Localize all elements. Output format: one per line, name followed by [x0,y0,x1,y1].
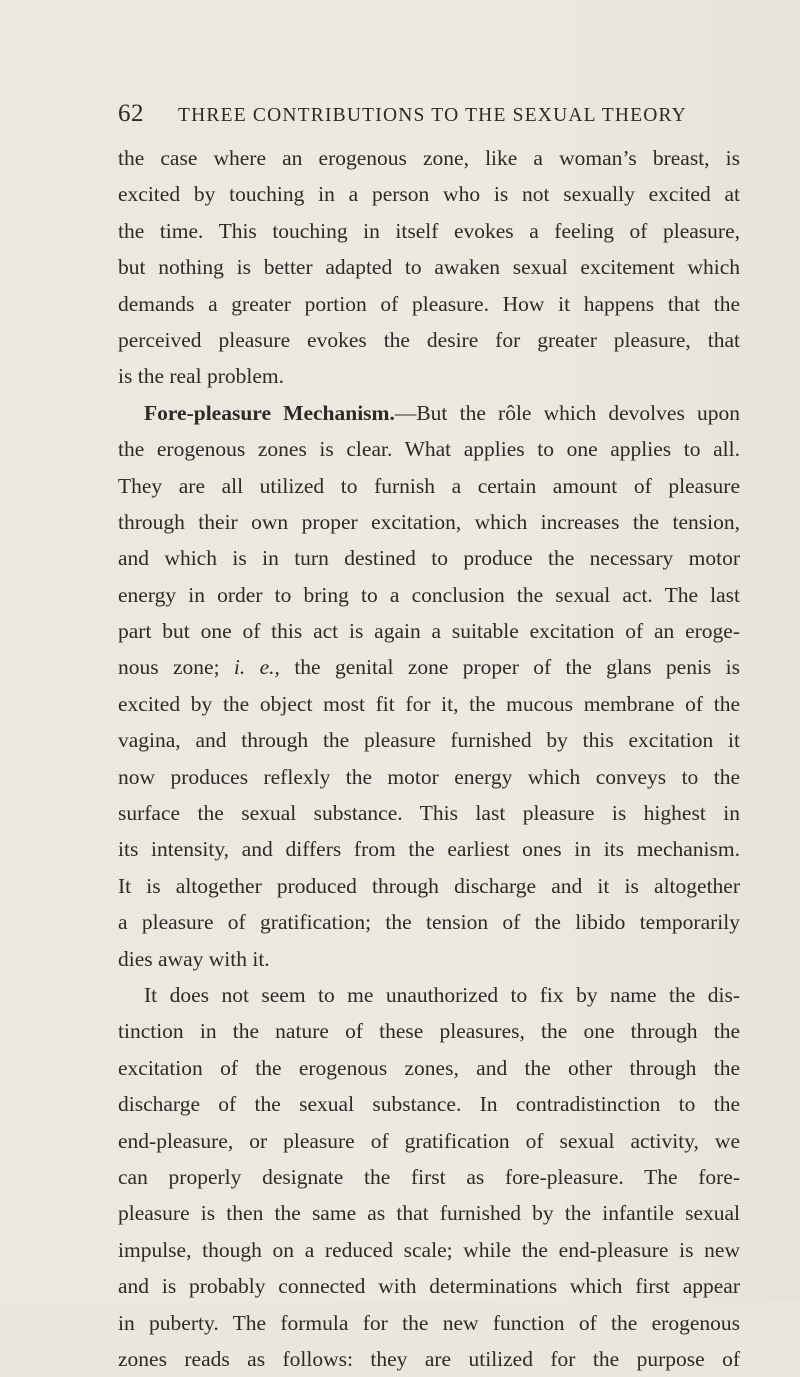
page-header [118,100,758,128]
text-fragment: the genital zone proper of the glans penis is [294,655,740,680]
text-line: but nothing is better adapted to awaken sexual excitement which [118,255,740,280]
text-line: is the real problem. [118,364,284,389]
text-line: now produces reflexly the motor energy which conveys to the [118,764,740,789]
text-line: excited by the object most fit for it, the mucous membrane of the [118,691,740,716]
text-line [118,395,740,431]
text-line: its intensity, and differs from the earliest ones in its mechanism. [118,837,740,862]
text-line: pleasure is then the same as that furnished by the infantile sexual [118,1201,740,1226]
text-line: part but one of this act is again a suitable excitation of an eroge- [118,619,740,644]
text-line [118,649,740,685]
text-line: in puberty. The formula for the new function of the erogenous [118,1310,740,1335]
text-line: surface the sexual substance. This last pleasure is highest in [118,801,740,826]
text-line: excited by touching in a person who is not sexually excited at [118,182,740,207]
running-head: THREE CONTRIBUTIONS TO THE SEXUAL THEORY [178,105,687,126]
text-line: zones reads as follows: they are utilized for the purpose of [118,1346,740,1371]
text-line: a pleasure of gratification; the tension of the libido temporarily [118,910,740,935]
section-heading: Fore-pleasure Mechanism. [144,400,395,425]
text-line: tinction in the nature of these pleasures, the one through the [118,1019,740,1044]
text-line: and which is in turn destined to produce the necessary motor [118,546,740,571]
text-line: through their own proper excitation, which increases the tension, [118,509,740,534]
text-line: end-pleasure, or pleasure of gratification of sexual activity, we [118,1128,740,1153]
text-line: discharge of the sexual substance. In contradistinction to the [118,1092,740,1117]
page-number: 62 [118,100,144,127]
text-line: vagina, and through the pleasure furnished by this excitation it [118,728,740,753]
text-line: demands a greater portion of pleasure. How it happens that the [118,291,740,316]
text-line: It does not seem to me unauthorized to fix by name the dis- [144,982,740,1007]
text-line: the time. This touching in itself evokes a feeling of pleasure, [118,218,740,243]
body-text [118,140,740,1377]
text-line: They are all utilized to furnish a certain amount of pleasure [118,473,740,498]
text-line: the erogenous zones is clear. What applies to one applies to all. [118,437,740,462]
text-line: perceived pleasure evokes the desire for greater pleasure, that [118,327,740,352]
text-line: excitation of the erogenous zones, and the other through the [118,1055,740,1080]
text-line: It is altogether produced through discharge and it is altogether [118,873,740,898]
text-line-rest: —But the rôle which devolves upon [394,400,740,425]
text-line: can properly designate the first as fore-pleasure. The fore- [118,1164,740,1189]
text-line: dies away with it. [118,946,270,971]
text-line: energy in order to bring to a conclusion the sexual act. The last [118,582,740,607]
text-line: and is probably connected with determinations which first appear [118,1274,740,1299]
abbreviation-ie: i. e., [233,655,280,680]
text-line: the case where an erogenous zone, like a woman’s breast, is [118,146,740,170]
text-fragment: nous zone; [118,655,220,680]
text-line: impulse, though on a reduced scale; while the end-pleasure is new [118,1237,740,1262]
